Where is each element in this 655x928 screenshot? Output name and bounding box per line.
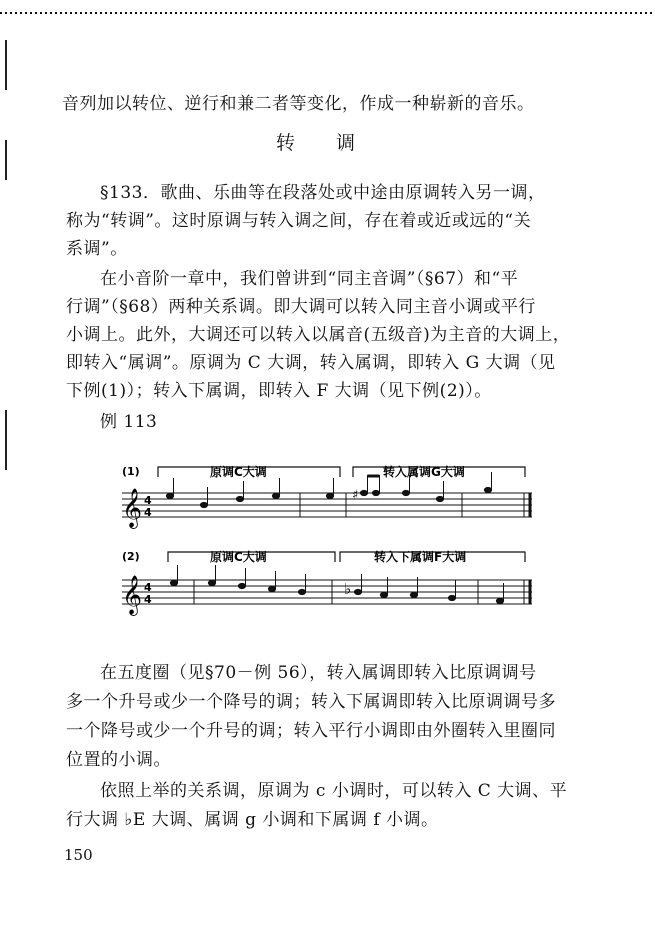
para1-line1: §133．歌曲、乐曲等在段落处或中途由原调转入另一调， <box>100 183 546 203</box>
ex2-label-target: 转入下属调F大调 <box>374 550 467 564</box>
section-title: 转 调 <box>276 132 357 154</box>
binding-mark-2 <box>5 140 7 180</box>
para4-line1: 依照上举的关系调，原调为 c 小调时，可以转入 C 大调、平 <box>100 781 568 801</box>
ex2-label-original: 原调C大调 <box>210 550 267 564</box>
ex2-flat-accidental: ♭ <box>344 580 352 598</box>
para3-line1: 在五度圈（见§70－例 56），转入属调即转入比原调调号 <box>100 663 537 683</box>
para3-line3: 一个降号或少一个升号的调；转入平行小调即由外圈转入里圈同 <box>66 721 556 741</box>
ex1-time-bottom: 4 <box>144 506 152 519</box>
music-notation <box>100 455 560 630</box>
ex2-staff <box>122 580 532 604</box>
ex1-treble-clef: 𝄞 <box>122 488 143 528</box>
ex2-time-top: 4 <box>144 581 152 594</box>
ex1-label-target: 转入属调G大调 <box>383 465 465 479</box>
example-label: 例 113 <box>100 412 158 432</box>
ex2-time-bottom: 4 <box>144 593 152 606</box>
continuation-line: 音列加以转位、逆行和兼二者等变化，作成一种崭新的音乐。 <box>62 94 535 114</box>
binding-mark-1 <box>5 40 7 90</box>
ex1-time-top: 4 <box>144 494 152 507</box>
page-top-edge <box>0 0 655 4</box>
para4-line2: 行大调 ♭E 大调、属调 g 小调和下属调 f 小调。 <box>66 810 439 830</box>
music-example <box>100 455 560 634</box>
ex1-label-original: 原调C大调 <box>210 465 267 479</box>
binding-mark-3 <box>5 410 7 470</box>
para2-line1: 在小音阶一章中，我们曾讲到“同主音调”（§67）和“平 <box>100 269 519 289</box>
ex2-treble-clef: 𝄞 <box>122 575 143 615</box>
para2-line2: 行调”（§68）两种关系调。即大调可以转入同主音小调或平行 <box>66 297 536 317</box>
para1-line2: 称为“转调”。这时原调与转入调之间，存在着或近或远的“关 <box>66 211 532 231</box>
para3-line4: 位置的小调。 <box>66 750 171 770</box>
ex1-number: (1) <box>122 465 140 478</box>
para2-line5: 下例(1)）；转入下属调，即转入 F 大调（见下例(2)）。 <box>66 381 492 401</box>
page-number: 150 <box>64 846 93 864</box>
ex1-sharp-accidental: ♯ <box>352 488 359 503</box>
para3-line2: 多一个升号或少一个降号的调；转入下属调即转入比原调调号多 <box>66 692 556 712</box>
para2-line4: 即转入“属调”。原调为 C 大调，转入属调，即转入 G 大调（见 <box>66 353 556 373</box>
ex2-number: (2) <box>122 550 140 563</box>
para2-line3: 小调上。此外，大调还可以转入以属音(五级音)为主音的大调上， <box>66 325 571 345</box>
para1-line3: 系调”。 <box>66 239 128 259</box>
